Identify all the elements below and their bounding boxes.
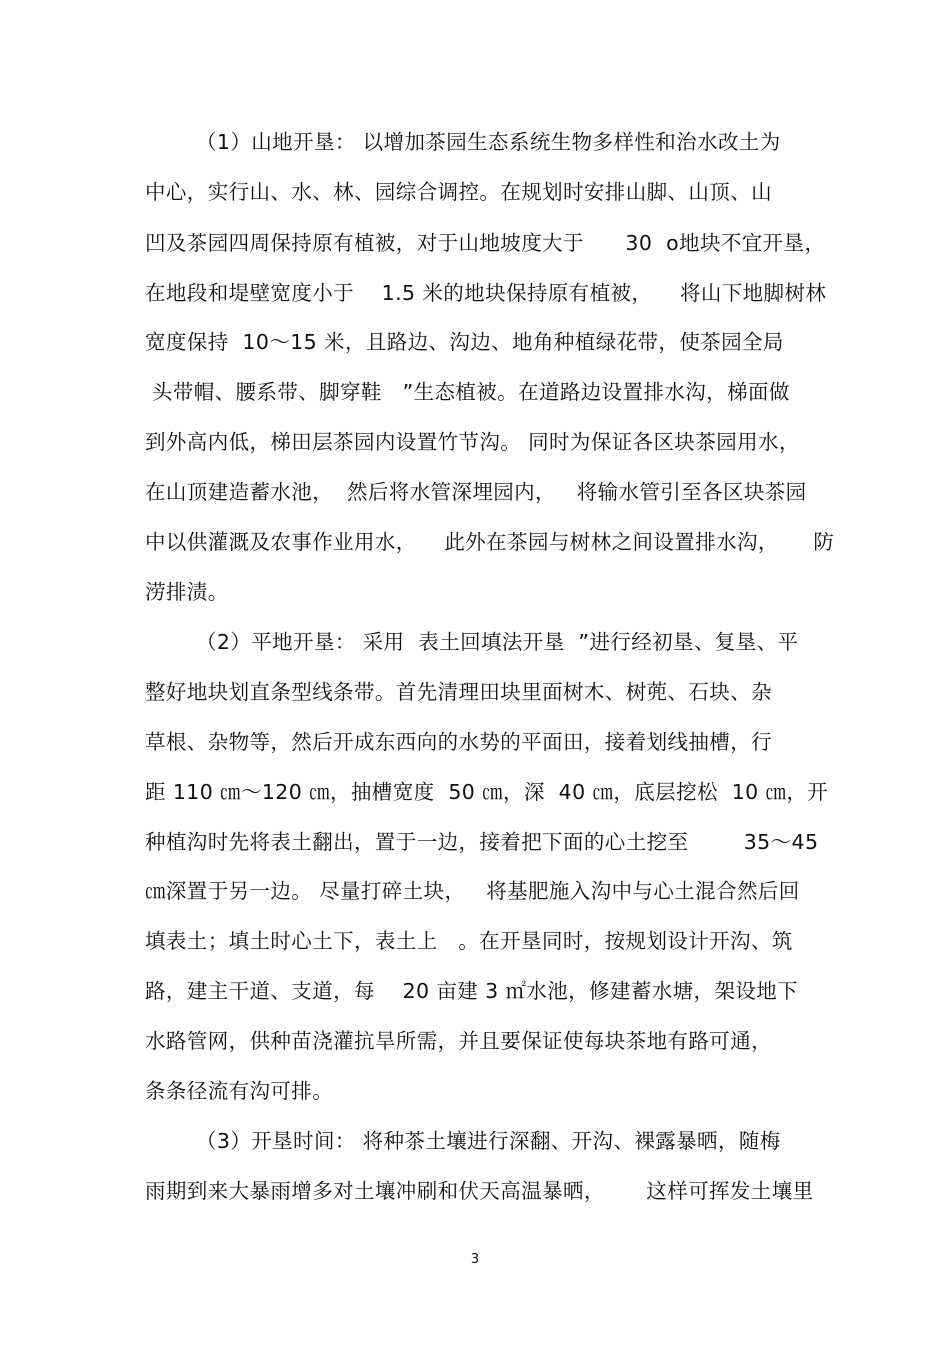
paragraph-2-line-7: 填表土；填土时心土下，表土上 。在开垦同时，按规划设计开沟、筑 bbox=[145, 929, 793, 953]
paragraph-1-line-7: 到外高内低，梯田层茶园内设置竹节沟。 同时为保证各区块茶园用水， bbox=[145, 430, 800, 454]
page-number: 3 bbox=[470, 1252, 480, 1267]
paragraph-2-line-3: 草根、杂物等，然后开成东西向的水势的平面田，接着划线抽槽，行 bbox=[145, 730, 772, 754]
paragraph-1-line-8: 在山顶建造蓄水池， 然后将水管深埋园内， 将输水管引至各区块茶园 bbox=[145, 480, 807, 504]
paragraph-2-line-5: 种植沟时先将表土翻出，置于一边，接着把下面的心土挖至 35～45 bbox=[145, 830, 819, 854]
paragraph-1-line-5: 宽度保持 10～15 米，且路边、沟边、地角种植绿花带，使茶园全局 bbox=[145, 330, 784, 354]
paragraph-3-line-2: 雨期到来大暴雨增多对土壤冲刷和伏天高温暴晒， 这样可挥发土壤里 bbox=[145, 1179, 814, 1203]
paragraph-1-line-1: （1）山地开垦： 以增加茶园生态系统生物多样性和治水改土为 bbox=[196, 130, 781, 154]
paragraph-2-line-8: 路，建主干道、支道，每 20 亩建 3 ㎡水池，修建蓄水塘，架设地下 bbox=[145, 979, 799, 1003]
paragraph-2-line-1: （2）平地开垦： 采用 表土回填法开垦 ”进行经初垦、复垦、平 bbox=[196, 630, 799, 654]
paragraph-1-line-10: 涝排渍。 bbox=[145, 580, 229, 604]
paragraph-1-line-3: 凹及茶园四周保持原有植被，对于山地坡度大于 30 o地块不宜开垦， bbox=[145, 231, 826, 255]
paragraph-2-line-6: ㎝深置于另一边。 尽量打碎土块， 将基肥施入沟中与心土混合然后回 bbox=[145, 879, 800, 903]
paragraph-2-line-4: 距 110 ㎝～120 ㎝，抽槽宽度 50 ㎝，深 40 ㎝，底层挖松 10 ㎝，开 bbox=[145, 780, 829, 804]
paragraph-2-line-9: 水路管网，供种苗浇灌抗旱所需，并且要保证使每块茶地有路可通， bbox=[145, 1029, 772, 1053]
paragraph-2-line-2: 整好地块划直条型线条带。首先清理田块里面树木、树蔸、石块、杂 bbox=[145, 680, 772, 704]
paragraph-1-line-2: 中心，实行山、水、林、园综合调控。在规划时安排山脚、山顶、山 bbox=[145, 180, 772, 204]
paragraph-3-line-1: （3）开垦时间： 将种茶土壤进行深翻、开沟、裸露暴晒，随梅 bbox=[196, 1129, 781, 1153]
paragraph-1-line-6: 头带帽、腰系带、脚穿鞋 ”生态植被。在道路边设置排水沟，梯面做 bbox=[145, 380, 790, 404]
paragraph-1-line-9: 中以供灌溉及农事作业用水， 此外在茶园与树林之间设置排水沟， 防 bbox=[145, 530, 835, 554]
paragraph-1-line-4: 在地段和堤壁宽度小于 1.5 米的地块保持原有植被， 将山下地脚树林 bbox=[145, 281, 827, 305]
paragraph-2-line-10: 条条径流有沟可排。 bbox=[145, 1079, 334, 1103]
